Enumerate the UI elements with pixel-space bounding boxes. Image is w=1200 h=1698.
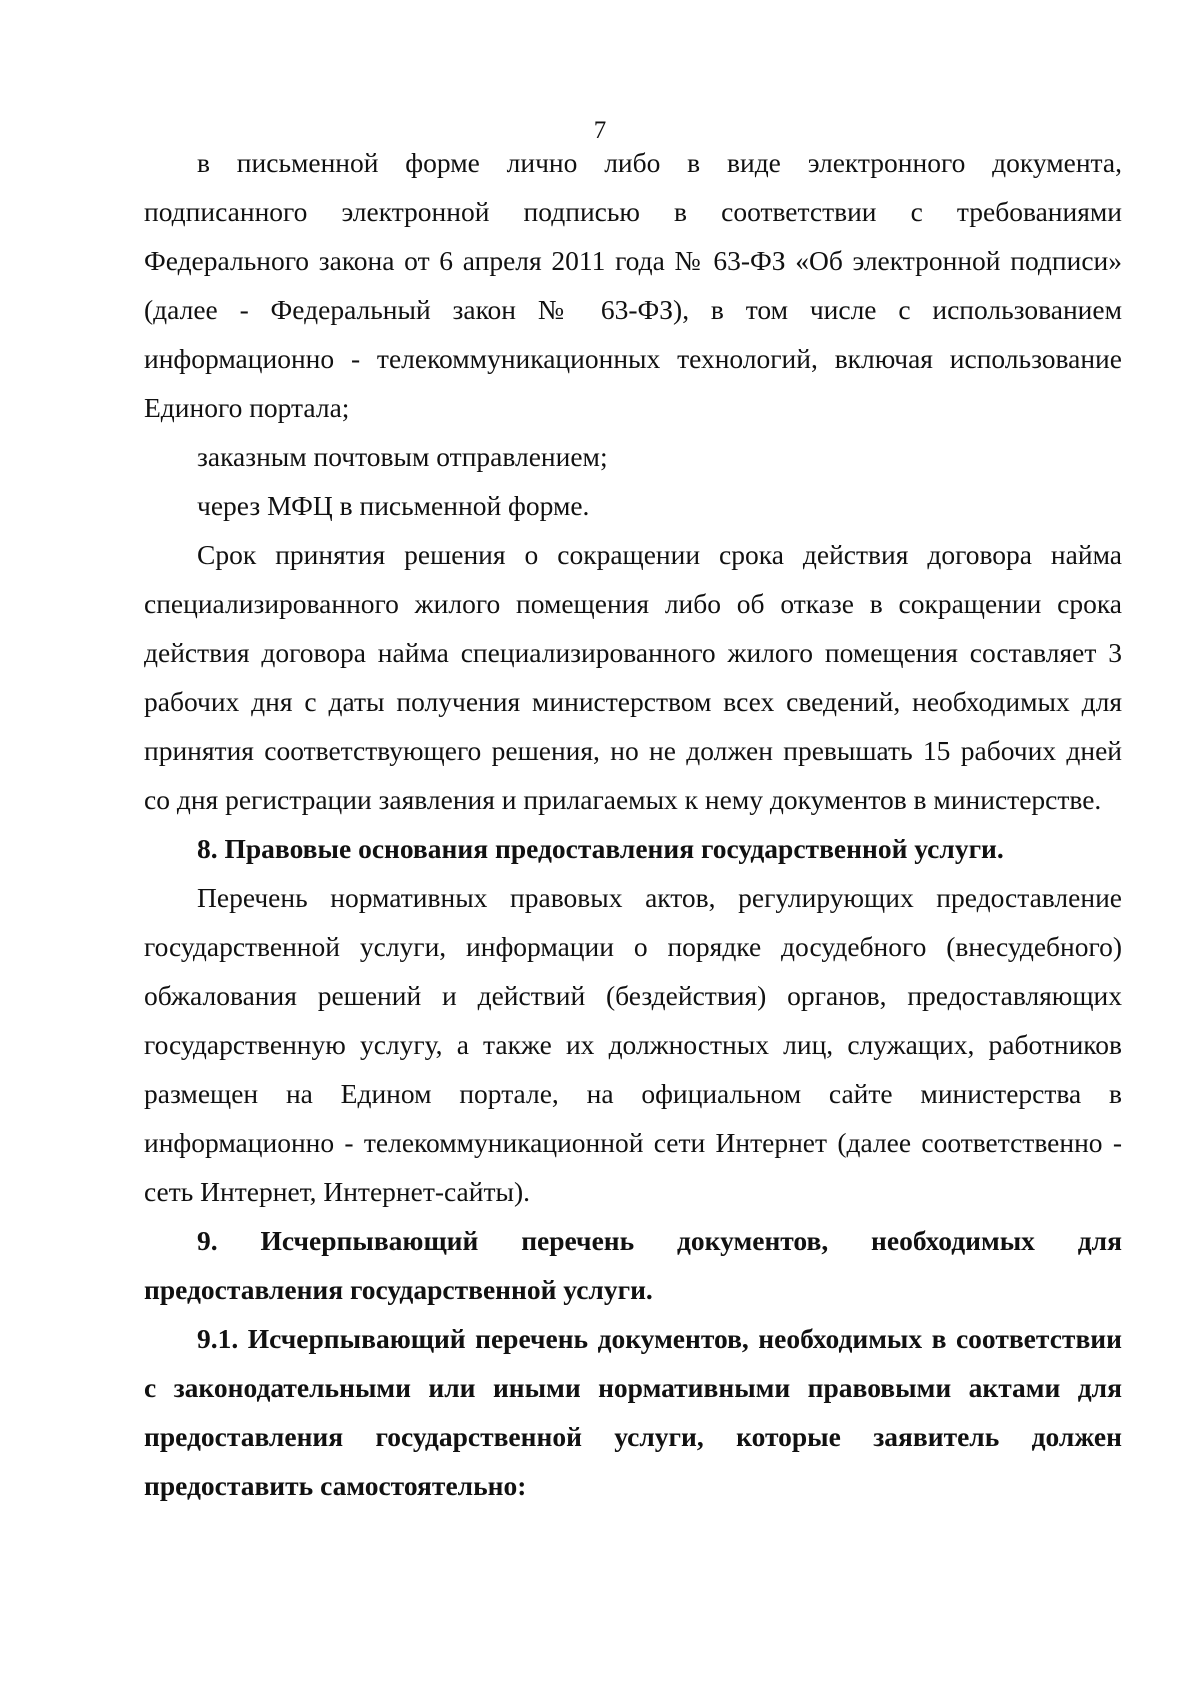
section-9-1-heading: 9.1. Исчерпывающий перечень документов, необходимых в соответствии с законодательными или иными нормативными правовыми актами для предоставления государственной услуги, которые заявитель должен предоставить самостоятельно: [144, 1323, 1122, 1501]
section-8-text: Перечень нормативных правовых актов, регулирующих предоставление государственной услуги, информации о порядке досудебного (внесудебного) обжалования решений и действий (бездействия) органов, предоставляющих государственную услугу, а также их должностных лиц, служащих, работников размещен на Едином портале, на официальном сайте министерства в информационно - телекоммуникационной сети Интернет (далее соответственно - сеть Интернет, Интернет-сайты). [144, 882, 1122, 1207]
section-8-heading: 8. Правовые основания предоставления государственной услуги. [197, 833, 1004, 864]
document-body [144, 138, 1122, 1510]
section-9-heading: 9. Исчерпывающий перечень документов, необходимых для предоставления государственной услуги. [144, 1225, 1122, 1305]
paragraph-registered-mail: заказным почтовым отправлением; [197, 441, 608, 472]
paragraph-submission-methods: в письменной форме лично либо в виде электронного документа, подписанного электронной подписью в соответствии с требованиями Федерального закона от 6 апреля 2011 года № 63-ФЗ «Об электронной подписи» (далее - Федеральный закон № 63-ФЗ), в том числе с использованием информационно - телекоммуникационных технологий, включая использование Единого портала; [144, 147, 1122, 423]
paragraph-mfc: через МФЦ в письменной форме. [197, 490, 590, 521]
page-number: 7 [593, 117, 607, 144]
paragraph-decision-term: Срок принятия решения о сокращении срока действия договора найма специализированного жилого помещения либо об отказе в сокращении срока действия договора найма специализированного жилого помещения составляет 3 рабочих дня с даты получения министерством всех сведений, необходимых для принятия соответствующего решения, но не должен превышать 15 рабочих дней со дня регистрации заявления и прилагаемых к нему документов в министерстве. [144, 539, 1122, 815]
